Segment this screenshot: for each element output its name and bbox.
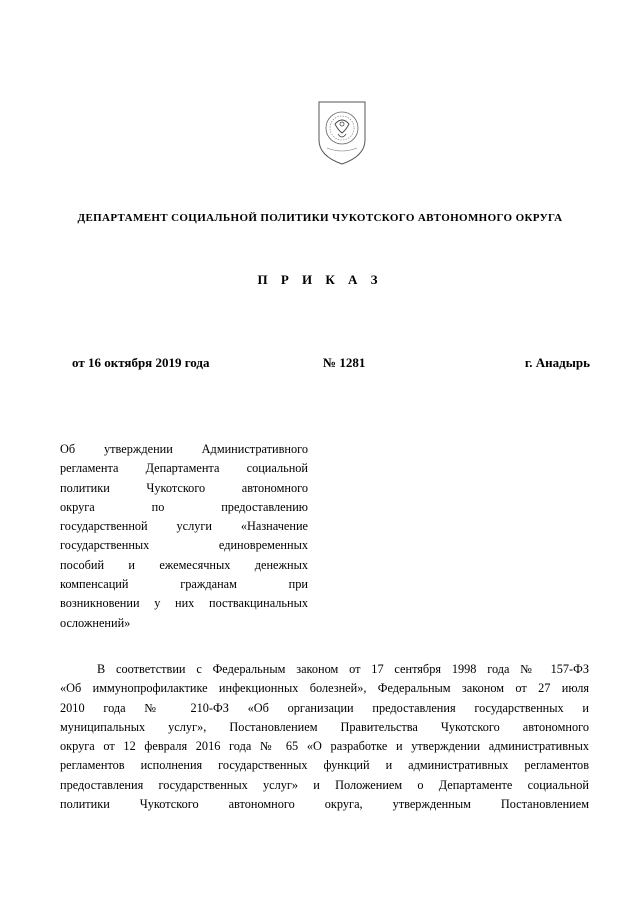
order-subject xyxy=(60,440,308,633)
body-line: «Об иммунопрофилактике инфекционных болезней», Федеральным законом от 27 июля xyxy=(60,681,589,696)
order-number: № 1281 xyxy=(323,355,366,370)
subject-line: округа по предоставлению xyxy=(60,499,308,514)
subject-line: осложнений» xyxy=(60,615,131,630)
order-date: от 16 октября 2019 года xyxy=(72,355,210,370)
subject-line: политики Чукотского автономного xyxy=(60,480,308,495)
document-type-title: П Р И К А З xyxy=(257,272,383,287)
subject-line: государственной услуги «Назначение xyxy=(60,519,308,534)
body-line: предоставления государственных услуг» и Положением о Департаменте социальной xyxy=(60,777,589,792)
body-line: регламентов исполнения государственных функций и административных регламентов xyxy=(60,758,589,773)
body-line: 2010 года № 210-ФЗ «Об организации предоставления государственных и xyxy=(60,700,589,715)
body-line: политики Чукотского автономного округа, утвержденным Постановлением xyxy=(60,797,589,812)
subject-line: пособий и ежемесячных денежных xyxy=(60,557,308,572)
subject-line: компенсаций гражданам при xyxy=(60,577,308,592)
order-meta-row xyxy=(72,355,590,373)
subject-line: возникновении у них поствакцинальных xyxy=(60,596,308,611)
coat-of-arms-emblem xyxy=(317,100,367,166)
order-body-paragraph xyxy=(60,660,589,814)
body-line: В соответствии с Федеральным законом от 17 сентября 1998 года № 157-ФЗ xyxy=(97,662,589,676)
subject-line: государственных единовременных xyxy=(60,538,308,553)
subject-line: Об утверждении Административного xyxy=(60,442,308,456)
subject-line: регламента Департамента социальной xyxy=(60,461,308,476)
body-line: округа от 12 февраля 2016 года № 65 «О разработке и утверждении административных xyxy=(60,739,589,754)
order-city: г. Анадырь xyxy=(524,355,590,370)
body-line: муниципальных услуг», Постановлением Правительства Чукотского автономного xyxy=(60,719,589,734)
department-name: ДЕПАРТАМЕНТ СОЦИАЛЬНОЙ ПОЛИТИКИ ЧУКОТСКОГО АВТОНОМНОГО ОКРУГА xyxy=(77,212,563,224)
